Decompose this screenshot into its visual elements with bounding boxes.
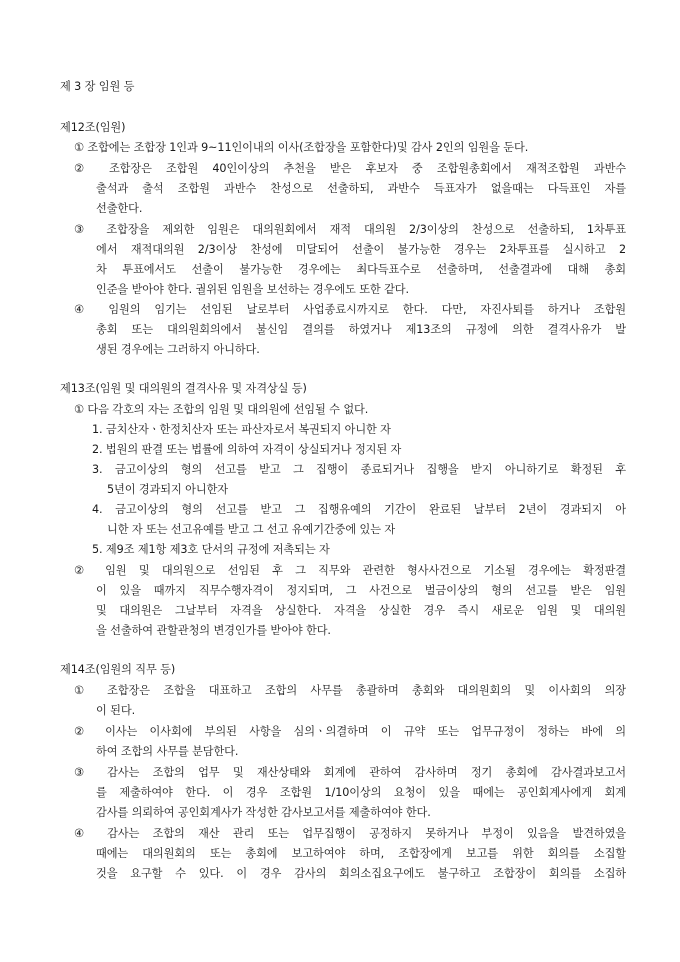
- art14-item-4-line-3: 것을 요구할 수 있다. 이 경우 감사의 회의소집요구에도 불구하고 조합장이 회의를 소집하: [96, 867, 626, 880]
- art12-item-2-line-2: 출석과 출석 조합원 과반수 찬성으로 선출하되, 과반수 득표자가 없을때는 다득표인 자를: [96, 182, 626, 195]
- art14-item-4-line-1: ④ 감사는 조합의 재산 관리 또는 업무집행이 공정하지 못하거나 부정이 있음을 발견하였을: [74, 827, 626, 840]
- art14-item-3-line-1: ③ 감사는 조합의 업무 및 재산상태와 회계에 관하여 감사하며 정기 총회에 감사결과보고서: [74, 766, 626, 779]
- art14-item-3-line-2: 를 제출하여야 한다. 이 경우 조합원 1/10이상의 요청이 있을 때에는 공인회계사에게 회계: [96, 786, 626, 799]
- art14-item-2-line-1: ② 이사는 이사회에 부의된 사항을 심의ㆍ의결하며 이 규약 또는 업무규정이 정하는 바에 의: [74, 725, 626, 738]
- art14-item-2-line-2: 하여 조합의 사무를 분담한다.: [96, 745, 239, 758]
- art13-subitem-4-line-1: 4. 금고이상의 형의 선고를 받고 그 집행유예의 기간이 완료된 날부터 2년이 경과되지 아: [92, 503, 626, 516]
- article-14-heading: 제14조(임원의 직무 등): [60, 663, 176, 676]
- art12-item-2-line-1: ② 조합장은 조합원 40인이상의 추천을 받은 후보자 중 조합원총회에서 재적조합원 과반수: [74, 162, 626, 175]
- art12-item-3-line-1: ③ 조합장을 제외한 임원은 대의원회에서 재적 대의원 2/3이상의 찬성으로 선출하되, 1차투표: [74, 223, 626, 236]
- art12-item-4-line-1: ④ 임원의 임기는 선임된 날로부터 사업종료시까지로 한다. 다만, 자진사퇴를 하거나 조합원: [74, 303, 626, 316]
- art12-item-3-line-4: 인준을 받아야 한다. 궐위된 임원을 보선하는 경우에도 또한 같다.: [96, 283, 409, 296]
- art13-subitem-2: 2. 법원의 판결 또는 법률에 의하여 자격이 상실되거나 정지된 자: [92, 443, 402, 456]
- art12-item-4-line-2: 총회 또는 대의원회의에서 불신임 결의를 하였거나 제13조의 규정에 의한 결격사유가 발: [96, 323, 626, 336]
- art13-subitem-4-line-2: 니한 자 또는 선고유예를 받고 그 선고 유예기간중에 있는 자: [107, 523, 396, 536]
- chapter-title: 제 3 장 임원 등: [60, 80, 135, 93]
- art14-item-3-line-3: 감사를 의뢰하여 공인회계사가 작성한 감사보고서를 제출하여야 한다.: [96, 806, 431, 819]
- art14-item-1-line-1: ① 조합장은 조합을 대표하고 조합의 사무를 총괄하며 총회와 대의원회의 및 이사회의 의장: [74, 684, 626, 697]
- article-12-heading: 제12조(임원): [60, 121, 126, 134]
- art13-item-1-intro: ① 다음 각호의 자는 조합의 임원 및 대의원에 선임될 수 없다.: [74, 403, 369, 416]
- art13-item-2-line-4: 을 선출하여 관할관청의 변경인가를 받아야 한다.: [96, 624, 331, 637]
- art14-item-4-line-2: 때에는 대의원회의 또는 총회에 보고하여야 하며, 조합장에게 보고를 위한 회의를 소집할: [96, 847, 626, 860]
- art14-item-1-line-2: 이 된다.: [96, 704, 136, 717]
- art13-subitem-3-line-2: 5년이 경과되지 아니한자: [107, 483, 229, 496]
- art12-item-3-line-3: 차 투표에서도 선출이 불가능한 경우에는 최다득표수로 선출하며, 선출결과에 대해 총회: [96, 263, 626, 276]
- art13-item-2-line-3: 및 대의원은 그날부터 자격을 상실한다. 자격을 상실한 경우 즉시 새로운 임원 및 대의원: [96, 604, 626, 617]
- art12-item-2-line-3: 선출한다.: [96, 202, 143, 215]
- article-13-heading: 제13조(임원 및 대의원의 결격사유 및 자격상실 등): [60, 382, 307, 395]
- art13-item-2-line-1: ② 임원 및 대의원으로 선임된 후 그 직무와 관련한 형사사건으로 기소될 경우에는 확정판결: [74, 564, 626, 577]
- art12-item-1-line-1: ① 조합에는 조합장 1인과 9~11인이내의 이사(조합장을 포함한다)및 감사 2인의 임원을 둔다.: [74, 141, 529, 154]
- art12-item-4-line-3: 생된 경우에는 그러하지 아니하다.: [96, 343, 260, 356]
- art13-subitem-5: 5. 제9조 제1항 제3호 단서의 규정에 저촉되는 자: [92, 543, 330, 556]
- art13-subitem-1: 1. 금치산자ㆍ한정치산자 또는 파산자로서 복권되지 아니한 자: [92, 423, 391, 436]
- art13-item-2-line-2: 이 있을 때까지 직무수행자격이 정지되며, 그 사건으로 벌금이상의 형의 선고를 받은 임원: [96, 584, 626, 597]
- art12-item-3-line-2: 에서 재적대의원 2/3이상 찬성에 미달되어 선출이 불가능한 경우는 2차투표를 실시하고 2: [96, 243, 626, 256]
- art13-subitem-3-line-1: 3. 금고이상의 형의 선고를 받고 그 집행이 종료되거나 집행을 받지 아니하기로 확정된 후: [92, 463, 626, 476]
